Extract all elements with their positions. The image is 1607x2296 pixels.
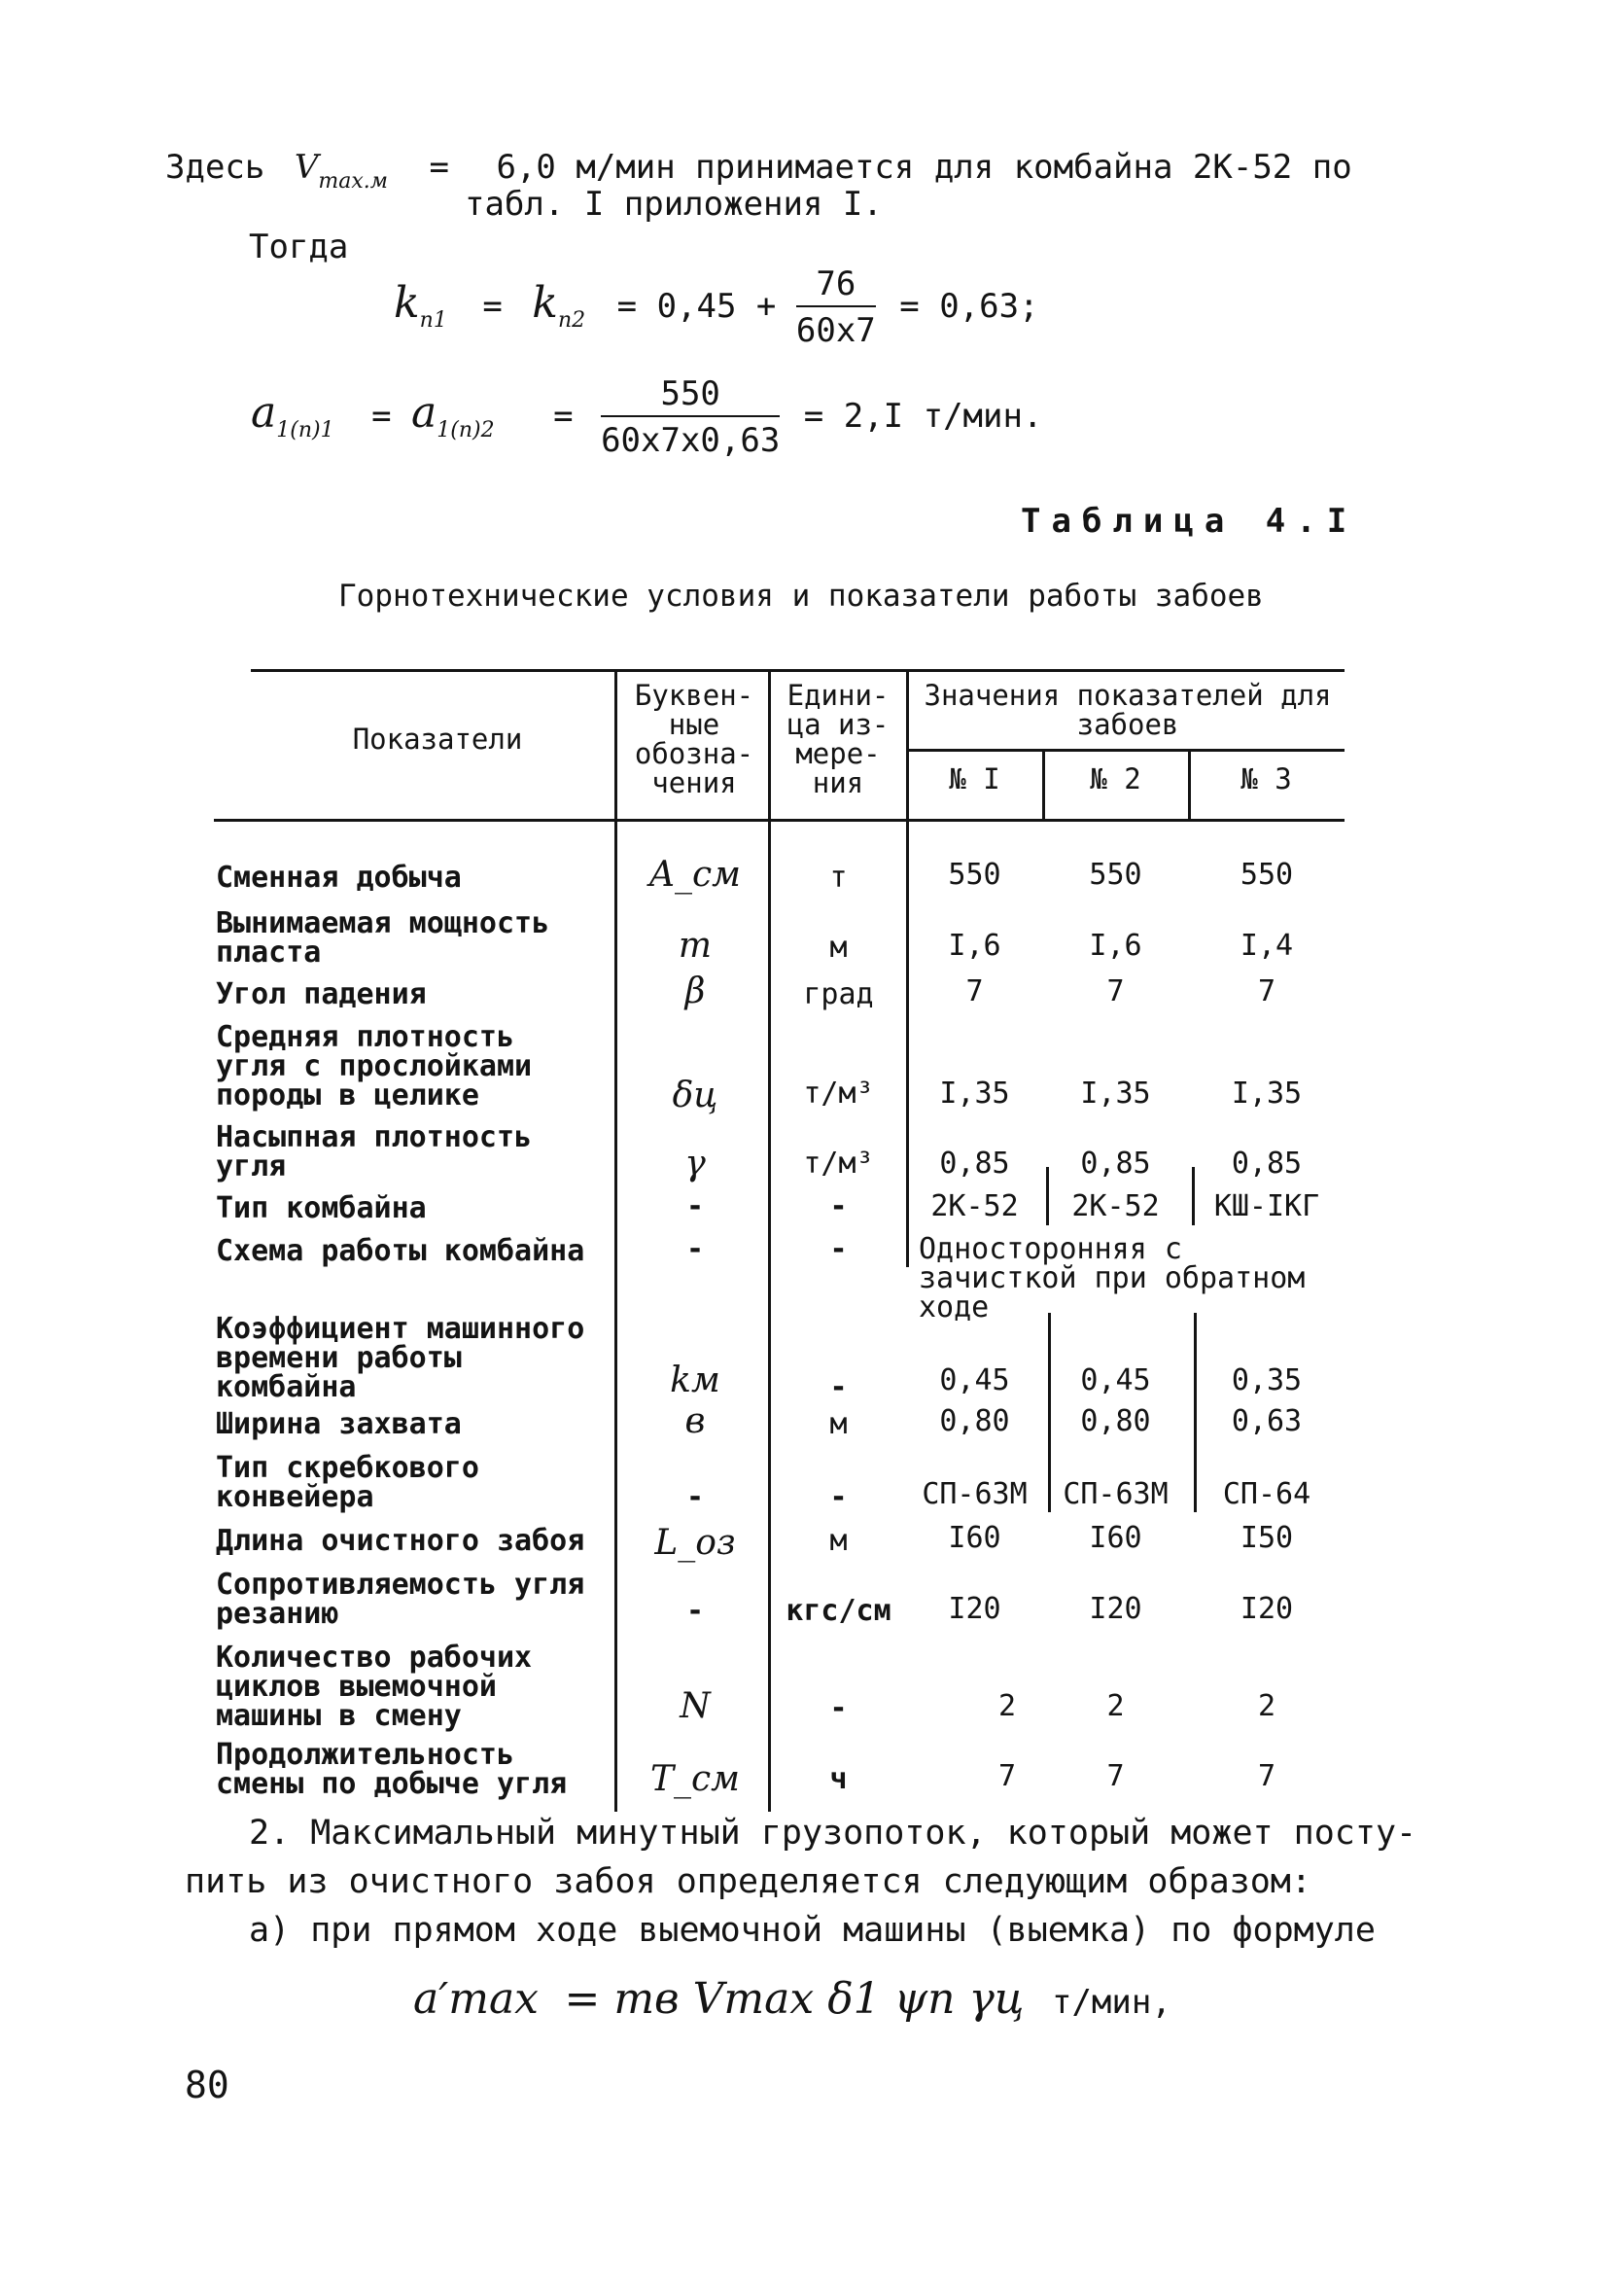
header-units: Едини-ца из-мере-ния (786, 679, 890, 799)
formula-max-flow (413, 1974, 1171, 2024)
row-value-2: 0,80 (1080, 1404, 1151, 1438)
header-face-3: № 3 (1240, 762, 1292, 795)
row-value-3: I20 (1240, 1592, 1294, 1626)
row-unit: т/м³ (803, 1077, 874, 1111)
row-value-3: 0,85 (1231, 1147, 1303, 1181)
row-label: Количество рабочих циклов выемочной машины в смену (216, 1641, 533, 1733)
row-value-2: I60 (1089, 1521, 1142, 1555)
row-label: Тип комбайна (216, 1191, 427, 1225)
row-value-2: СП-63М (1063, 1477, 1169, 1511)
table-subheader-rule (909, 749, 1345, 752)
row-value-3: I,4 (1240, 929, 1294, 963)
row-symbol: N (680, 1686, 711, 1726)
eq1-equals-a: = (482, 286, 503, 326)
formula-lhs: a′max (413, 1974, 539, 2024)
row-value-3: 0,63 (1231, 1404, 1303, 1438)
eq1-result: = 0,63; (899, 286, 1039, 326)
row-value-2: I,35 (1080, 1077, 1151, 1111)
row-symbol: - (685, 1594, 705, 1628)
eq2-fraction (601, 374, 780, 460)
table-col-divider-1 (614, 669, 617, 1812)
row-unit: - (829, 1370, 848, 1404)
row-unit: - (829, 1232, 848, 1266)
header-face-2: № 2 (1090, 762, 1141, 795)
header-letter-symbols: Буквен-ные обозна-чения (634, 679, 754, 799)
row-value-2: 7 (1106, 1759, 1125, 1793)
eq2-result: = 2,I т/мин. (803, 396, 1043, 436)
row-value-3: 7 (1257, 1759, 1276, 1793)
formula-unit: т/мин, (1051, 1983, 1171, 2022)
eq2-equals-a: = (371, 396, 392, 436)
row-value-1: СП-63М (922, 1477, 1028, 1511)
row-symbol: в (684, 1401, 706, 1441)
row-value-1: 7 (965, 974, 984, 1008)
row-value-2: 2К-52 (1071, 1189, 1160, 1223)
row-value-3: I,35 (1231, 1077, 1303, 1111)
row-symbol: kм (670, 1360, 720, 1400)
row-label: Продолжительность смены по добыче угля (216, 1738, 568, 1801)
header-face-1: № I (949, 762, 1000, 795)
row-value-2: I,6 (1089, 929, 1142, 963)
row-unit: кгс/см (786, 1594, 891, 1628)
row-value-1: I,6 (948, 929, 1001, 963)
row-unit: град (803, 977, 874, 1011)
row-symbol: T_см (649, 1759, 741, 1799)
row-unit: м (829, 931, 848, 965)
row-value-1: I20 (948, 1592, 1001, 1626)
row-value-2: 2 (1106, 1689, 1125, 1723)
row-unit: м (829, 1524, 848, 1558)
header-values-group: Значения показателей для забоев (924, 679, 1332, 741)
intro-line-2: табл. I приложения I. (465, 185, 883, 224)
k-p1-symbol: $k_{п1}$ (394, 277, 447, 333)
row-symbol: - (685, 1189, 705, 1223)
row-unit: м (829, 1407, 848, 1441)
formula-rhs: = mв Vmax δ1 ψп γц (564, 1974, 1025, 2024)
row-label: Коэффициент машинного времени работы комбайна (216, 1312, 585, 1404)
row-value-3: 7 (1257, 974, 1276, 1008)
eq2-numerator: 550 (601, 374, 780, 417)
row-unit: - (829, 1691, 848, 1725)
eq1-denominator: 60х7 (795, 311, 876, 350)
page-number: 80 (185, 2064, 229, 2106)
row-symbol: - (685, 1232, 705, 1266)
row-label: Средняя плотность угля с прослойками породы в целике (216, 1020, 533, 1113)
then-word: Тогда (249, 228, 349, 266)
intro-word-zdes: Здесь (165, 148, 265, 187)
table-title: Горнотехнические условия и показатели работы забоев (338, 579, 1264, 614)
table-caption: Таблица 4.I (1021, 502, 1358, 541)
row-value-1: 0,80 (939, 1404, 1010, 1438)
row-label: Насыпная плотность угля (216, 1120, 533, 1183)
paragraph-a: а) при прямом ходе выемочной машины (выемка) по формуле (249, 1911, 1376, 1950)
row-symbol: δц (672, 1076, 718, 1115)
row-unit: - (829, 1480, 848, 1514)
row-unit: т (829, 861, 848, 895)
row-value-1: 0,85 (939, 1147, 1010, 1181)
header-indicators: Показатели (352, 723, 523, 756)
row-value-2: 0,85 (1080, 1147, 1151, 1181)
row-symbol: β (684, 971, 706, 1011)
paragraph-2-line-2: пить из очистного забоя определяется следующим образом: (185, 1862, 1311, 1901)
row-value-2: 550 (1089, 858, 1142, 892)
row-unit: - (829, 1189, 848, 1223)
row-value-1: 550 (948, 858, 1001, 892)
row-label: Длина очистного забоя (216, 1524, 585, 1558)
row-value-3: СП-64 (1222, 1477, 1311, 1511)
k-p2-symbol: $k_{п2}$ (532, 277, 586, 333)
table-top-rule (251, 669, 1345, 672)
row-value-1: 2 (997, 1689, 1016, 1723)
intro-equals: = (429, 148, 449, 187)
row-value-2: I20 (1089, 1592, 1142, 1626)
eq1-middle: = 0,45 + (616, 286, 777, 326)
row-value-2: 7 (1106, 974, 1125, 1008)
row-value-1: I60 (948, 1521, 1001, 1555)
row-label: Ширина захвата (216, 1407, 462, 1441)
row-symbol: γ (684, 1144, 706, 1183)
row-symbol: - (685, 1480, 705, 1514)
row-symbol: m (678, 926, 713, 966)
row-label: Тип скребкового конвейера (216, 1451, 479, 1514)
eq2-denominator: 60х7х0,63 (601, 421, 781, 460)
row-value-3: 550 (1240, 858, 1294, 892)
eq1-numerator: 76 (796, 265, 876, 307)
vmax-symbol: $V_{max.м}$ (294, 148, 389, 194)
row-label: Сопротивляемость угля резанию (216, 1568, 585, 1631)
row-value-1: 2К-52 (930, 1189, 1019, 1223)
row-unit: ч (829, 1762, 848, 1796)
equation-k-coeff (394, 265, 1039, 350)
row-value-1: I,35 (939, 1077, 1010, 1111)
row-value-3: КШ-IКГ (1213, 1189, 1320, 1223)
row-label: Угол падения (216, 977, 427, 1011)
row-value-3: 2 (1257, 1689, 1276, 1723)
row-label: Вынимаемая мощность пласта (216, 906, 550, 970)
row-value-3: I50 (1240, 1521, 1294, 1555)
table-col-divider-2 (768, 669, 771, 1812)
row-label: Схема работы комбайна (216, 1234, 585, 1268)
row-value-2: 0,45 (1080, 1363, 1151, 1397)
row-label: Сменная добыча (216, 861, 462, 895)
table-header-bottom-rule (214, 819, 1345, 822)
row-symbol: A_см (648, 855, 741, 895)
row-value-1: 0,45 (939, 1363, 1010, 1397)
a1p1-symbol: $a_{1(п)1}$ (251, 387, 334, 442)
row-value-1: 7 (997, 1759, 1016, 1793)
row-span-value: Односторонняя с зачисткой при обратном ходе (919, 1232, 1306, 1325)
row-symbol: L_оз (654, 1523, 736, 1563)
intro-text-1: 6,0 м/мин принимается для комбайна 2К-52 по (496, 148, 1352, 187)
a1p2-symbol: $a_{1(п)2}$ (411, 387, 495, 442)
eq1-fraction (796, 265, 876, 350)
eq2-equals-b: = (553, 396, 574, 436)
row-value-3: 0,35 (1231, 1363, 1303, 1397)
equation-a-rate (251, 374, 1042, 460)
row-unit: т/м³ (803, 1147, 874, 1181)
paragraph-2-line-1: 2. Максимальный минутный грузопоток, который может посту- (249, 1814, 1417, 1853)
